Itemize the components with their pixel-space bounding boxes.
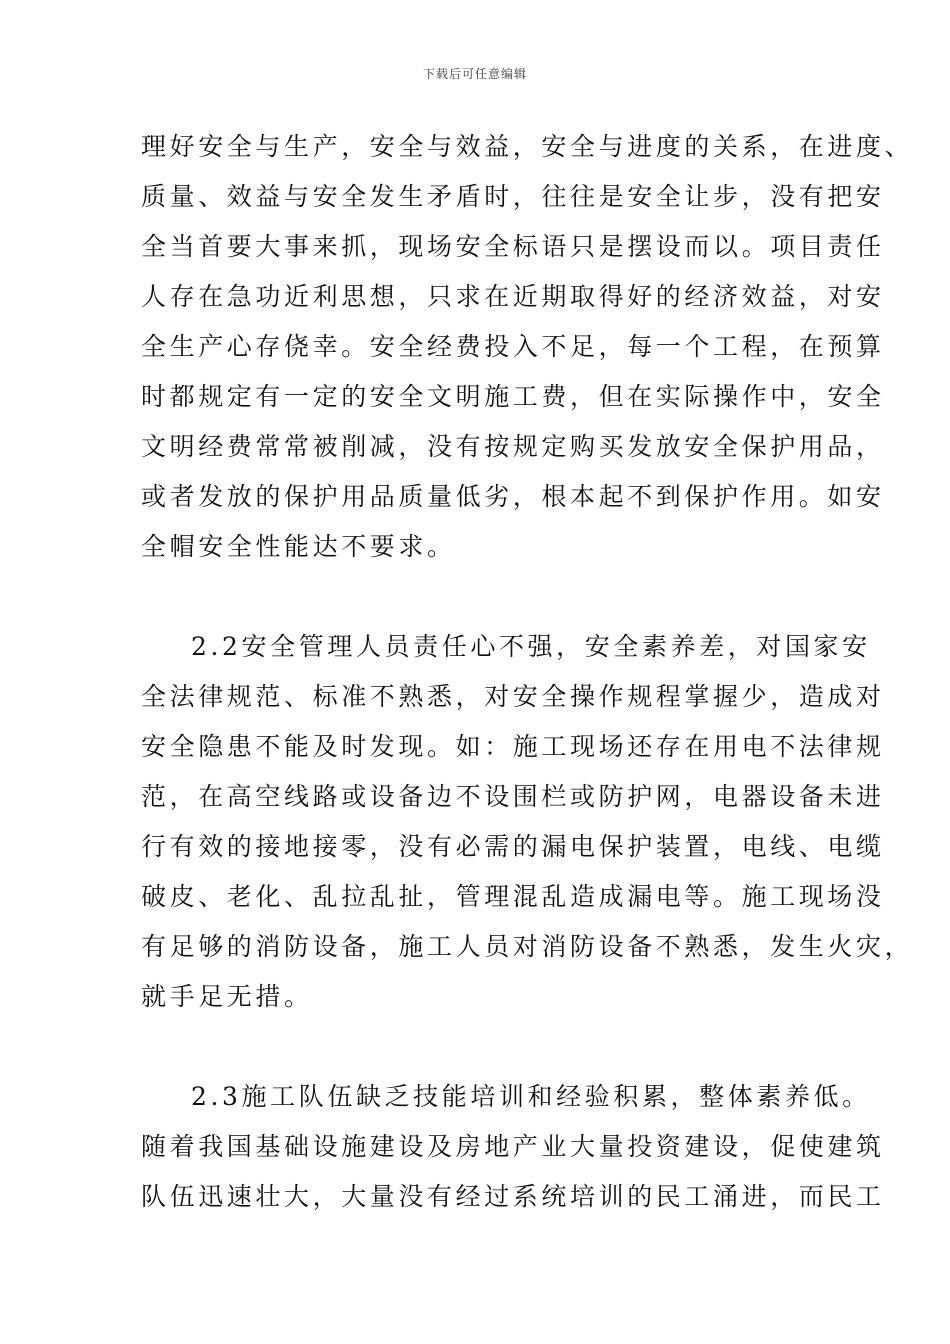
text-line: 或者发放的保护用品质量低劣，根本起不到保护作用。如安 — [141, 482, 885, 511]
text-line: 就手足无措。 — [141, 982, 313, 1011]
text-line: 全法律规范、标准不熟悉，对安全操作规程掌握少，造成对 — [141, 682, 885, 711]
text-line: 2.3施工队伍缺乏技能培训和经验积累，整体素养低。 — [191, 1082, 871, 1111]
paragraph-3 — [141, 1072, 885, 1222]
text-line: 范，在高空线路或设备边不设围栏或防护网，电器设备未进 — [141, 782, 885, 811]
text-line: 安全隐患不能及时发现。如：施工现场还存在用电不法律规 — [141, 732, 885, 761]
page-header: 下载后可任意编辑 — [422, 67, 527, 81]
text-line: 有足够的消防设备，施工人员对消防设备不熟悉，发生火灾， — [141, 932, 914, 961]
text-line: 全帽安全性能达不要求。 — [141, 532, 456, 561]
text-line: 质量、效益与安全发生矛盾时，往往是安全让步，没有把安 — [141, 182, 885, 211]
paragraph-2 — [141, 622, 914, 1022]
text-line: 理好安全与生产，安全与效益，安全与进度的关系，在进度、 — [141, 132, 914, 161]
text-line: 全生产心存侥幸。安全经费投入不足，每一个工程，在预算 — [141, 332, 885, 361]
text-line: 时都规定有一定的安全文明施工费，但在实际操作中，安全 — [141, 382, 885, 411]
paragraph-1 — [141, 122, 914, 572]
text-line: 随着我国基础设施建设及房地产业大量投资建设，促使建筑 — [141, 1132, 885, 1161]
text-line: 人存在急功近利思想，只求在近期取得好的经济效益，对安 — [141, 282, 885, 311]
text-line: 文明经费常常被削减，没有按规定购买发放安全保护用品， — [141, 432, 885, 461]
text-line: 破皮、老化、乱拉乱扯，管理混乱造成漏电等。施工现场没 — [141, 882, 885, 911]
text-line: 队伍迅速壮大，大量没有经过系统培训的民工涌进，而民工 — [141, 1182, 885, 1211]
text-line: 2.2安全管理人员责任心不强，安全素养差，对国家安 — [191, 632, 871, 661]
text-line: 行有效的接地接零，没有必需的漏电保护装置，电线、电缆 — [141, 832, 885, 861]
text-line: 全当首要大事来抓，现场安全标语只是摆设而以。项目责任 — [141, 232, 885, 261]
